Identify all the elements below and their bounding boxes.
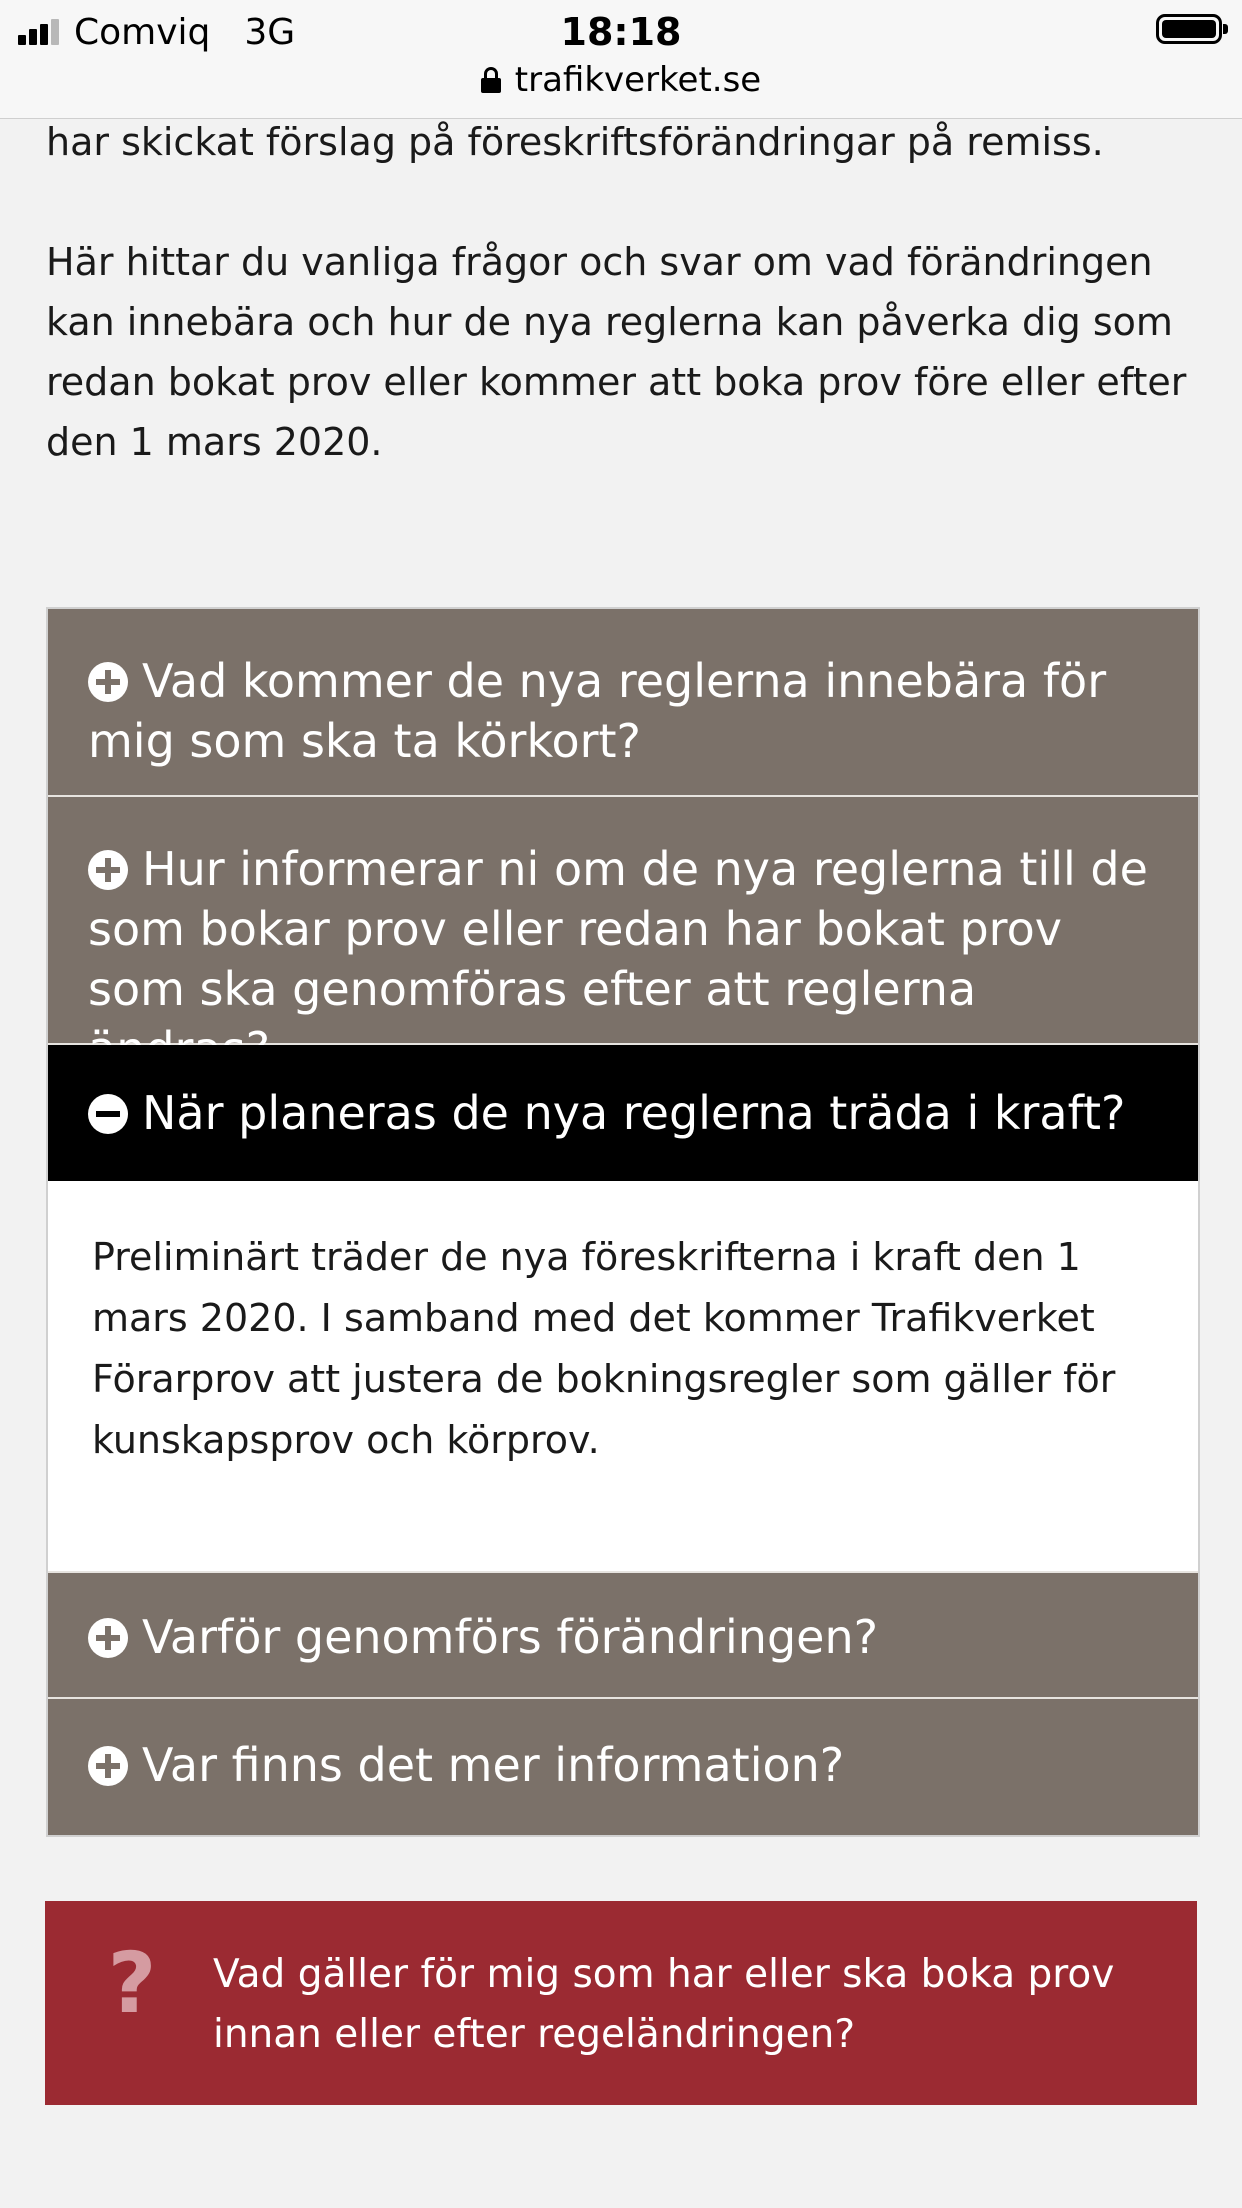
faq-item bbox=[48, 1573, 1198, 1699]
faq-question-toggle[interactable] bbox=[48, 797, 1198, 1043]
faq-question-text: Hur informerar ni om de nya reglerna till de som bokar prov eller redan har bokat prov som ska genomföras efter att reglerna bbox=[88, 842, 1148, 1016]
faq-question-toggle[interactable] bbox=[48, 1045, 1198, 1181]
faq-question-text: Varför genomförs förändringen? bbox=[142, 1610, 879, 1664]
faq-question-text: Vad kommer de nya reglerna innebära för mig som ska ta körkort? bbox=[88, 654, 1107, 768]
faq-answer: Preliminärt träder de nya föreskrifterna i kraft den 1 mars 2020. I samband med det kommer Trafikverket Förarprov att justera de bokningsregler som gäller för kunskapsprov och körprov. bbox=[48, 1181, 1198, 1571]
faq-accordion bbox=[46, 607, 1200, 1837]
faq-item bbox=[48, 1699, 1198, 1835]
plus-circle-icon bbox=[88, 850, 128, 890]
faq-item bbox=[48, 609, 1198, 797]
intro-paragraph: Här hittar du vanliga frågor och svar om vad förändringen kan innebära och hur de nya reglerna kan påverka dig som redan bokat prov eller kommer att boka prov före eller efter den 1 mars 2020. bbox=[46, 240, 1187, 464]
plus-circle-icon bbox=[88, 662, 128, 702]
plus-circle-icon bbox=[88, 1746, 128, 1786]
carrier-name: Comviq bbox=[74, 11, 211, 53]
network-type: 3G bbox=[244, 11, 296, 53]
faq-question-text: När planeras de nya reglerna träda i kraft? bbox=[142, 1086, 1126, 1140]
clock: 18:18 bbox=[560, 10, 682, 54]
minus-circle-icon bbox=[88, 1094, 128, 1134]
faq-question-text: Var finns det mer information? bbox=[142, 1738, 845, 1792]
url-text[interactable]: trafikverket.se bbox=[514, 60, 762, 100]
faq-question-toggle[interactable] bbox=[48, 609, 1198, 795]
faq-item-expanded bbox=[48, 1045, 1198, 1573]
url-bar[interactable] bbox=[0, 58, 1242, 102]
plus-circle-icon bbox=[88, 1618, 128, 1658]
lock-icon bbox=[481, 67, 501, 93]
intro-partial-line: har skickat förslag på föreskriftsförändringar på remiss. bbox=[46, 120, 1104, 164]
booking-rules-link-banner[interactable] bbox=[45, 1901, 1197, 2105]
cta-text[interactable]: Vad gäller för mig som har eller ska boka prov innan eller efter regeländringen? bbox=[213, 1952, 1115, 2057]
faq-item bbox=[48, 797, 1198, 1045]
faq-question-toggle[interactable] bbox=[48, 1573, 1198, 1697]
ios-status-bar bbox=[0, 0, 1242, 119]
faq-question-toggle[interactable] bbox=[48, 1699, 1198, 1835]
battery-icon bbox=[1156, 14, 1222, 44]
question-mark-icon: ? bbox=[107, 1934, 157, 2032]
